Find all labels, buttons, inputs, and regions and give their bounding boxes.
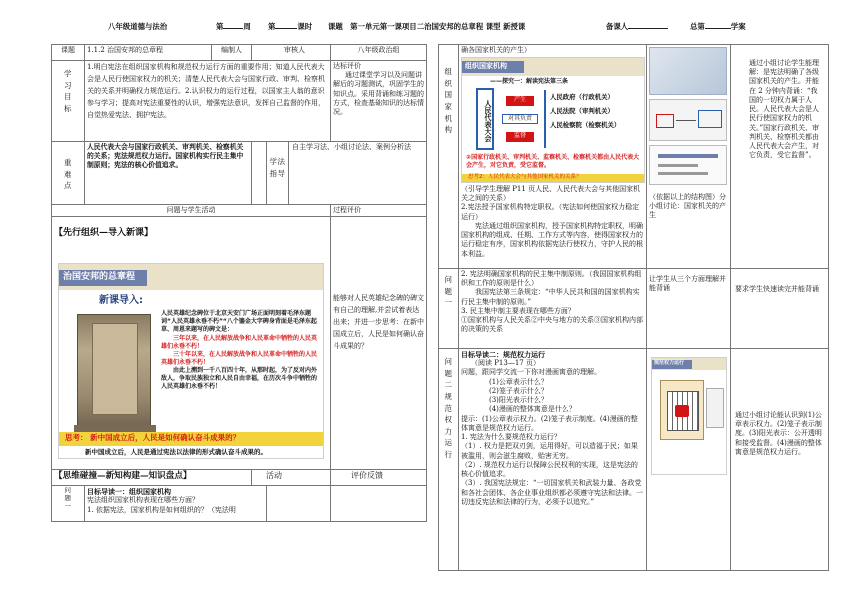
q3-read: （阅读 P13—17 页）	[471, 359, 540, 368]
q3-s1: (1)公章表示什么？	[489, 377, 548, 386]
org-p3: 宪法通过组织国家机构，授予国家机构特定职权，明确国家机构的组成、任期、工作方式等内容，使得国家权力的运行稳定有序，国家机构依据宪法行使权力，守护人民的根本利益。	[461, 221, 643, 258]
cartoon-banner	[652, 358, 726, 370]
intro-eval: 能够对人民英雄纪念碑的碑文有自己的理解,并尝试着表达出来；并进一步思考：在新中国成立后，人民是如何确认奋斗成果的？	[331, 217, 427, 470]
diagram-produce: 产生	[506, 96, 534, 106]
diagram-banner	[462, 58, 644, 76]
key-label: 重难点	[52, 142, 85, 205]
q1-line1: 宪法组织国家机构表现在哪些方面？	[87, 496, 199, 505]
slide-think-bar	[59, 432, 323, 446]
diagram-banner-title: 组织国家机构	[462, 61, 524, 73]
topic-value: 1.1.2 治国安邦的总章程	[85, 45, 212, 61]
diagram-org1: 人民政府（行政机关）	[550, 93, 614, 101]
cartoon-slide	[651, 357, 727, 475]
diagram-org2: 人民法院（审判机关）	[550, 107, 614, 116]
q3-why: 1. 宪法为什么要规范权力运行？	[461, 433, 561, 442]
q1-label: 问题一	[52, 486, 85, 522]
org-text	[459, 45, 647, 269]
monument-inscription	[161, 310, 317, 391]
reach-label: 达标评价	[333, 62, 361, 70]
photo-2	[649, 99, 727, 141]
week-field: 第 周	[216, 22, 251, 31]
q3-s3: (3)阳光表示什么？	[489, 396, 548, 405]
slide-banner	[59, 264, 323, 290]
guide-cell	[267, 142, 427, 205]
group-label: 八年级政治组	[331, 45, 427, 61]
right-page	[438, 44, 828, 574]
q2-text3: 3. 民主集中制主要表现在哪些方面？	[461, 306, 575, 315]
diagram-supervise: 监督	[506, 132, 534, 142]
diagram-note2: 思考2：人民代表大会与其他国家机关的关系？	[462, 174, 644, 183]
goals-text: 1.明白宪法在组织国家机构和规范权力运行方面的重要作用；知道人民代表大会是人民行使国家权力的机关；清楚人民代表大会与国家行政、审判、检察机关的关系并明确权力规范运行。2.认识权力的运行过程，以国家主人翁的意识参与学习；提高对宪法重要性的认识，增强宪法意识，发挥自己监督的作用，自觉热爱宪法、拥护宪法。	[85, 61, 331, 142]
cartoon-caption	[706, 388, 724, 428]
monument-image	[77, 314, 151, 432]
section2-activity: 活动	[252, 470, 331, 486]
org-label: 组织国家机构	[439, 45, 459, 269]
org-mid: （依据以上的结构图）分小组讨论：国家机关的产生	[649, 193, 726, 220]
left-page	[51, 44, 426, 576]
q3-s4: (4)漫画的整体寓意是什么？	[489, 405, 576, 414]
q1-line2: 1. 依据宪法，国家机构是如何组织的？（宪法明	[87, 505, 236, 514]
inscription-text-1: 人民英雄纪念碑位于北京天安门广场正面明刻着毛泽东题词“人民英雄永垂不朽”“八个鎏金大字碑身背面是毛泽东起草、周恩来题写的碑文是：	[161, 310, 317, 334]
q2-text	[459, 269, 647, 349]
org-p2: 2.宪法授予国家机构特定职权。（宪法如何使国家权力稳定运行）	[461, 203, 640, 221]
q1-text	[85, 486, 267, 522]
slide-answer: 新中国成立后，人民是通过宪法以法律的形式确认奋斗成果的。	[85, 448, 267, 457]
reviewer-label: 审核人	[252, 45, 331, 61]
q2-text4: ①国家机构与人民关系②中央与地方的关系③国家机构内部的决策的关系	[461, 316, 643, 334]
q1-activity-cell	[267, 486, 331, 522]
photo-1	[649, 47, 727, 95]
key-text: 人民代表大会与国家行政机关、审判机关、检察机关的关系；宪法规范权力运行。国家机构实行民主集中制原则；宪法的核心价值追求。	[85, 142, 252, 205]
q3-r1: （1）. 权力是把双刃剑，运用得好，可以造福于民；如果被滥用，则会滋生腐败，贻害无穷。	[461, 442, 638, 460]
q1-heading: 目标导读一：组织国家机构	[87, 487, 171, 497]
topic-label: 课题	[52, 45, 85, 61]
org-method: （引导学生理解 P11 页人民、人民代表大会与其他国家机关之间的关系）	[461, 185, 641, 203]
diagram-note1: ②国家行政机关、审判机关、监察机关、检察机关都由人民代表大会产生，对它负责，受它监督。	[466, 154, 640, 169]
cartoon-banner-title: 规范权力运行	[652, 360, 692, 369]
q3-hint: 提示：(1)公章表示权力。(2)笼子表示制度。(4)漫画的整体寓意是规范权力运行。	[461, 414, 638, 432]
q3-label: 问题二规范权力运行	[439, 349, 459, 571]
diagram-responsible: 对其负责	[502, 114, 538, 124]
intro-title: 【先行组织—导入新课】	[54, 228, 154, 239]
org-eval: 通过小组讨论学生能理解：是宪法明确了各级国家机关的产生。并能在 2 分钟内背诵：“我国的一切权力属于人民。人民代表大会是人民行使国家权力的机关。”国家行政机关、审判机关、检察机关都由人民代表大会产生，对它负责，受它监督”。	[731, 45, 829, 269]
guide-text: 自主学习法、小组讨论法、案例分析法	[292, 143, 411, 151]
q2-text2: 我国宪法第三条规定：“中华人民共和国的国家机构实行民主集中制的原则。”	[461, 288, 640, 306]
reach-eval	[331, 61, 427, 142]
activity-header-right: 过程评价	[331, 205, 427, 217]
slide-banner-title: 治国安邦的总章程	[59, 270, 147, 286]
intro-section	[52, 217, 331, 470]
org-diagram	[461, 57, 645, 183]
right-table	[438, 44, 829, 571]
q3-s2: (2)笼子表示什么？	[489, 386, 548, 395]
org-photos	[649, 47, 729, 189]
q3-heading: 目标导读二：规范权力运行	[461, 350, 545, 359]
course-title: 八年级道德与法治	[108, 22, 168, 31]
q3-eval: 通过小组讨论能认识到(1)公章表示权力。(2)笼子表示制度。(3)阳光表示：公开透明和接受监督。(4)漫画的整体寓意是规范权力运行。	[731, 349, 829, 571]
diagram-org3: 人民检察院（检察机关）	[550, 121, 621, 130]
section2-feedback: 评价反馈	[331, 470, 427, 486]
q3-ask: 问题，跟同学交流一下你对漫画寓意的理解。	[461, 368, 601, 377]
diagram-sub: ——探究一：解读宪法第三条	[490, 78, 569, 85]
q2-label: 问题一	[439, 269, 459, 349]
activity-header-left: 问题与学生活动	[52, 205, 331, 217]
lesson-topic: 课题 第一单元第一课项目二治国安邦的总章程 课型 新授课	[328, 22, 526, 31]
q3-activity	[647, 349, 731, 571]
number-field: 总第 学案	[690, 22, 746, 31]
diagram-people-box: 人民代表大会	[476, 88, 494, 150]
guide-label-text: 学法指导	[267, 142, 289, 204]
inscription-text-4: 由此上溯到一千八百四十年，从那时起，为了反对内外敌人，争取民族独立和人民自由幸福，在历次斗争中牺牲的人民英雄们永垂不朽！	[161, 366, 318, 391]
q2-activity: 让学生从三个方面理解并能背诵	[647, 269, 731, 349]
slide-think-text: 思考： 新中国成立后，人民是如何确认奋斗成果的？	[65, 433, 241, 443]
q1-feedback-cell	[331, 486, 427, 522]
org-body	[461, 185, 645, 259]
q2-eval: 要求学生快速读完并能背诵	[731, 269, 829, 349]
q3-text	[459, 349, 647, 571]
preparer-field: 备课人	[606, 22, 668, 32]
slide-new-lesson: 新课导入:	[99, 295, 143, 307]
cartoon-image	[660, 380, 704, 440]
q3-r2: （2）. 规范权力运行以保障公民权利的实现，这是宪法的核心价值追求。	[461, 460, 638, 479]
org-cont: 确各国家机关的产生）	[461, 46, 531, 54]
info-table	[51, 44, 427, 522]
inscription-text-3: 三十年以来，在人民解放战争和人民革命中牺牲的人民英雄们永垂不朽！	[161, 350, 318, 366]
reach-text: 通过课堂学习以及问题讲解后的习题测试，巩固学生的知识点。采用背诵和练习题的方式，检查基础知识的达标情况。	[333, 71, 424, 117]
org-activity	[647, 45, 731, 269]
q2-text1: 2. 宪法明确国家机构的民主集中制原则。（我国国家机构组织和工作的原则是什么）	[461, 270, 642, 288]
editor-label: 编制人	[212, 45, 252, 61]
intro-slide	[58, 263, 324, 459]
photo-3	[649, 145, 727, 185]
q3-r3: （3）. 我国宪法规定：“一切国家机关和武装力量、各政党和各社会团体、各企业事业组织都必须遵守宪法和法律。一切违反宪法和法律的行为，必须予以追究。”	[461, 479, 643, 506]
section2-title: 【思维碰撞—新知构建—知识盘点】	[52, 470, 252, 486]
period-field: 第 课时	[268, 22, 313, 31]
goals-label: 学习目标	[52, 61, 85, 142]
inscription-text-2: 三年以来，在人民解放战争和人民革命中牺牲的人民英雄们永垂不朽！	[161, 334, 318, 350]
guide-label	[252, 142, 267, 205]
diagram-orgs	[544, 90, 640, 148]
